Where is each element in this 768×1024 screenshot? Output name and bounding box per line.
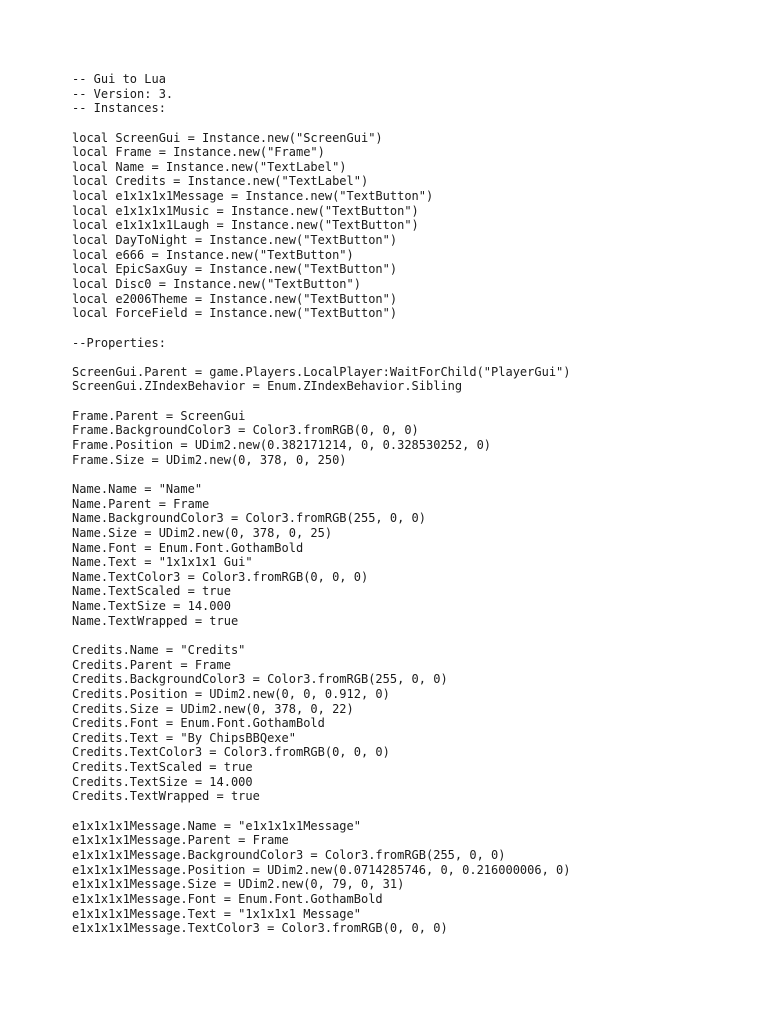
code-line: Credits.TextSize = 14.000 [72, 774, 253, 789]
code-line: e1x1x1x1Message.BackgroundColor3 = Color3.fromRGB(255, 0, 0) [72, 847, 506, 862]
code-line [72, 394, 732, 409]
code-line [72, 116, 732, 131]
code-line: Name.TextScaled = true [72, 584, 231, 599]
code-line: local ForceField = Instance.new("TextButton") [72, 306, 398, 321]
code-line: Credits.Font = Enum.Font.GothamBold [72, 716, 325, 731]
code-line [72, 350, 732, 365]
code-line: Credits.Position = UDim2.new(0, 0, 0.912, 0) [72, 686, 390, 701]
code-line: e1x1x1x1Message.Parent = Frame [72, 833, 289, 848]
code-line: local e1x1x1x1Laugh = Instance.new("TextButton") [72, 218, 419, 233]
code-line: Name.Name = "Name" [72, 481, 203, 496]
code-line: e1x1x1x1Message.Text = "1x1x1x1 Message" [72, 906, 361, 921]
code-line [72, 804, 732, 819]
code-line: e1x1x1x1Message.Size = UDim2.new(0, 79, 0, 31) [72, 877, 405, 892]
code-line: local e1x1x1x1Message = Instance.new("TextButton") [72, 189, 434, 204]
code-line: Frame.BackgroundColor3 = Color3.fromRGB(0, 0, 0) [72, 423, 419, 438]
code-line: e1x1x1x1Message.TextColor3 = Color3.fromRGB(0, 0, 0) [72, 921, 448, 936]
code-line: local Frame = Instance.new("Frame") [72, 145, 325, 160]
code-line: local e2006Theme = Instance.new("TextButton") [72, 291, 398, 306]
code-line: Frame.Position = UDim2.new(0.382171214, 0, 0.328530252, 0) [72, 438, 492, 453]
code-line: Name.BackgroundColor3 = Color3.fromRGB(255, 0, 0) [72, 511, 427, 526]
code-line: e1x1x1x1Message.Font = Enum.Font.GothamBold [72, 891, 383, 906]
code-line: Name.Font = Enum.Font.GothamBold [72, 540, 304, 555]
code-line: Name.Text = "1x1x1x1 Gui" [72, 555, 253, 570]
code-line: Name.TextWrapped = true [72, 613, 239, 628]
code-line: e1x1x1x1Message.Name = "e1x1x1x1Message" [72, 818, 361, 833]
code-line: local ScreenGui = Instance.new("ScreenGui") [72, 130, 383, 145]
code-line: local Name = Instance.new("TextLabel") [72, 159, 347, 174]
code-line: Credits.TextColor3 = Color3.fromRGB(0, 0, 0) [72, 745, 390, 760]
code-line: local e666 = Instance.new("TextButton") [72, 247, 354, 262]
code-line: e1x1x1x1Message.Position = UDim2.new(0.0714285746, 0, 0.216000006, 0) [72, 862, 571, 877]
code-line: Name.TextColor3 = Color3.fromRGB(0, 0, 0) [72, 569, 369, 584]
code-line: Credits.Parent = Frame [72, 657, 231, 672]
code-line: Credits.TextWrapped = true [72, 789, 260, 804]
code-line: Frame.Parent = ScreenGui [72, 408, 246, 423]
code-line: Credits.Text = "By ChipsBBQexe" [72, 730, 296, 745]
code-line: local DayToNight = Instance.new("TextButton") [72, 233, 398, 248]
code-line: Credits.TextScaled = true [72, 760, 253, 775]
code-line [72, 628, 732, 643]
code-line: Name.Size = UDim2.new(0, 378, 0, 25) [72, 525, 333, 540]
code-line: -- Version: 3. [72, 86, 174, 101]
code-line: Name.TextSize = 14.000 [72, 599, 231, 614]
code-line: Credits.BackgroundColor3 = Color3.fromRGB(255, 0, 0) [72, 672, 448, 687]
code-line: Frame.Size = UDim2.new(0, 378, 0, 250) [72, 452, 347, 467]
code-line: local EpicSaxGuy = Instance.new("TextButton") [72, 262, 398, 277]
code-line: -- Instances: [72, 101, 166, 116]
code-line: Credits.Name = "Credits" [72, 642, 246, 657]
code-line: local Disc0 = Instance.new("TextButton") [72, 276, 361, 291]
code-line: Name.Parent = Frame [72, 496, 210, 511]
code-listing [72, 72, 732, 936]
code-line: local e1x1x1x1Music = Instance.new("TextButton") [72, 203, 419, 218]
code-line: ScreenGui.ZIndexBehavior = Enum.ZIndexBehavior.Sibling [72, 379, 463, 394]
code-line [72, 321, 732, 336]
code-line: ScreenGui.Parent = game.Players.LocalPlayer:WaitForChild("PlayerGui") [72, 364, 571, 379]
code-line: --Properties: [72, 335, 166, 350]
code-line: -- Gui to Lua [72, 72, 166, 86]
code-line: Credits.Size = UDim2.new(0, 378, 0, 22) [72, 701, 354, 716]
code-line: local Credits = Instance.new("TextLabel") [72, 174, 369, 189]
code-line [72, 467, 732, 482]
